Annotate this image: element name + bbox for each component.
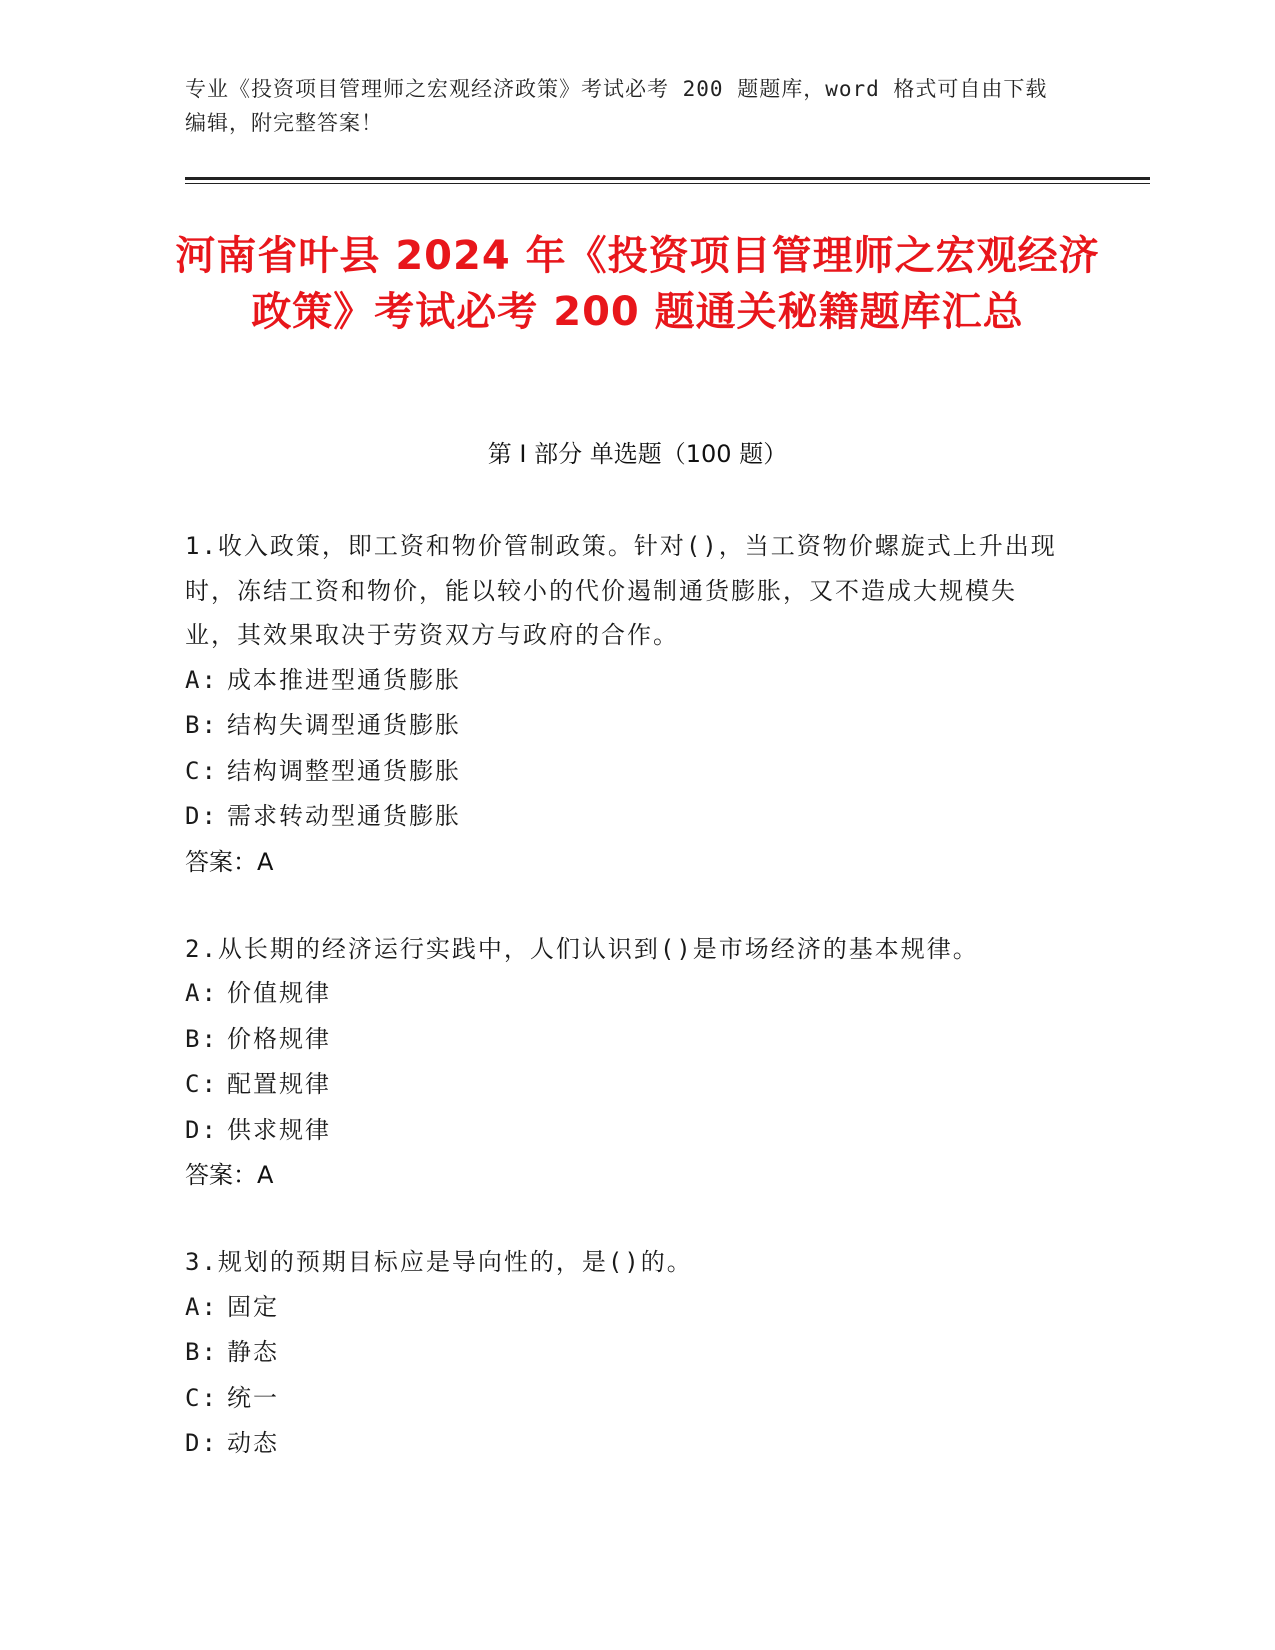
option-c xyxy=(185,1062,1065,1108)
option-b xyxy=(185,703,1065,749)
answer-line: 答案：A xyxy=(185,847,274,876)
option-key: C: xyxy=(185,1070,218,1099)
option-text: 结构调整型通货膨胀 xyxy=(227,756,461,785)
question-stem: 2.从长期的经济运行实践中，人们认识到()是市场经济的基本规律。 xyxy=(185,934,979,963)
option-text: 结构失调型通货膨胀 xyxy=(227,711,461,740)
option-a xyxy=(185,971,1065,1017)
option-text: 需求转动型通货膨胀 xyxy=(227,802,461,831)
option-text: 价值规律 xyxy=(227,979,331,1008)
header-note: 专业《投资项目管理师之宏观经济政策》考试必考 200 题题库，word 格式可自由下载编辑，附完整答案！ xyxy=(185,77,1048,135)
option-key: D: xyxy=(185,1429,218,1458)
option-text: 供求规律 xyxy=(227,1115,331,1144)
option-b xyxy=(185,1330,1065,1376)
option-text: 动态 xyxy=(227,1429,279,1458)
option-key: B: xyxy=(185,1338,218,1367)
option-text: 成本推进型通货膨胀 xyxy=(227,665,461,694)
answer-line: 答案：A xyxy=(185,1161,274,1190)
option-text: 固定 xyxy=(227,1292,279,1321)
option-key: C: xyxy=(185,756,218,785)
header-divider-thin xyxy=(185,183,1150,184)
option-d xyxy=(185,794,1065,840)
option-text: 价格规律 xyxy=(227,1024,331,1053)
question-item xyxy=(185,1240,1065,1467)
option-c xyxy=(185,1376,1065,1422)
document-title: 河南省叶县 2024 年《投资项目管理师之宏观经济政策》考试必考 200 题通关秘籍题库汇总 xyxy=(175,233,1100,335)
option-key: C: xyxy=(185,1383,218,1412)
option-key: B: xyxy=(185,1024,218,1053)
option-d xyxy=(185,1421,1065,1467)
option-c xyxy=(185,749,1065,795)
option-key: A: xyxy=(185,979,218,1008)
option-b xyxy=(185,1017,1065,1063)
option-key: A: xyxy=(185,1292,218,1321)
question-item xyxy=(185,927,1065,1199)
option-d xyxy=(185,1108,1065,1154)
option-a xyxy=(185,1285,1065,1331)
option-text: 配置规律 xyxy=(227,1070,331,1099)
option-key: A: xyxy=(185,665,218,694)
option-key: D: xyxy=(185,1115,218,1144)
question-list xyxy=(185,524,1065,1509)
section-heading: 第 I 部分 单选题（100 题） xyxy=(487,440,788,468)
question-item xyxy=(185,524,1065,885)
option-key: D: xyxy=(185,802,218,831)
header-divider-thick xyxy=(185,177,1150,180)
question-stem: 3.规划的预期目标应是导向性的，是()的。 xyxy=(185,1248,693,1277)
option-text: 统一 xyxy=(227,1383,279,1412)
question-stem: 1.收入政策，即工资和物价管制政策。针对()，当工资物价螺旋式上升出现时，冻结工资和物价，能以较小的代价遏制通货膨胀，又不造成大规模失业，其效果取决于劳资双方与政府的合作。 xyxy=(185,532,1057,650)
option-a xyxy=(185,658,1065,704)
option-text: 静态 xyxy=(227,1338,279,1367)
option-key: B: xyxy=(185,711,218,740)
